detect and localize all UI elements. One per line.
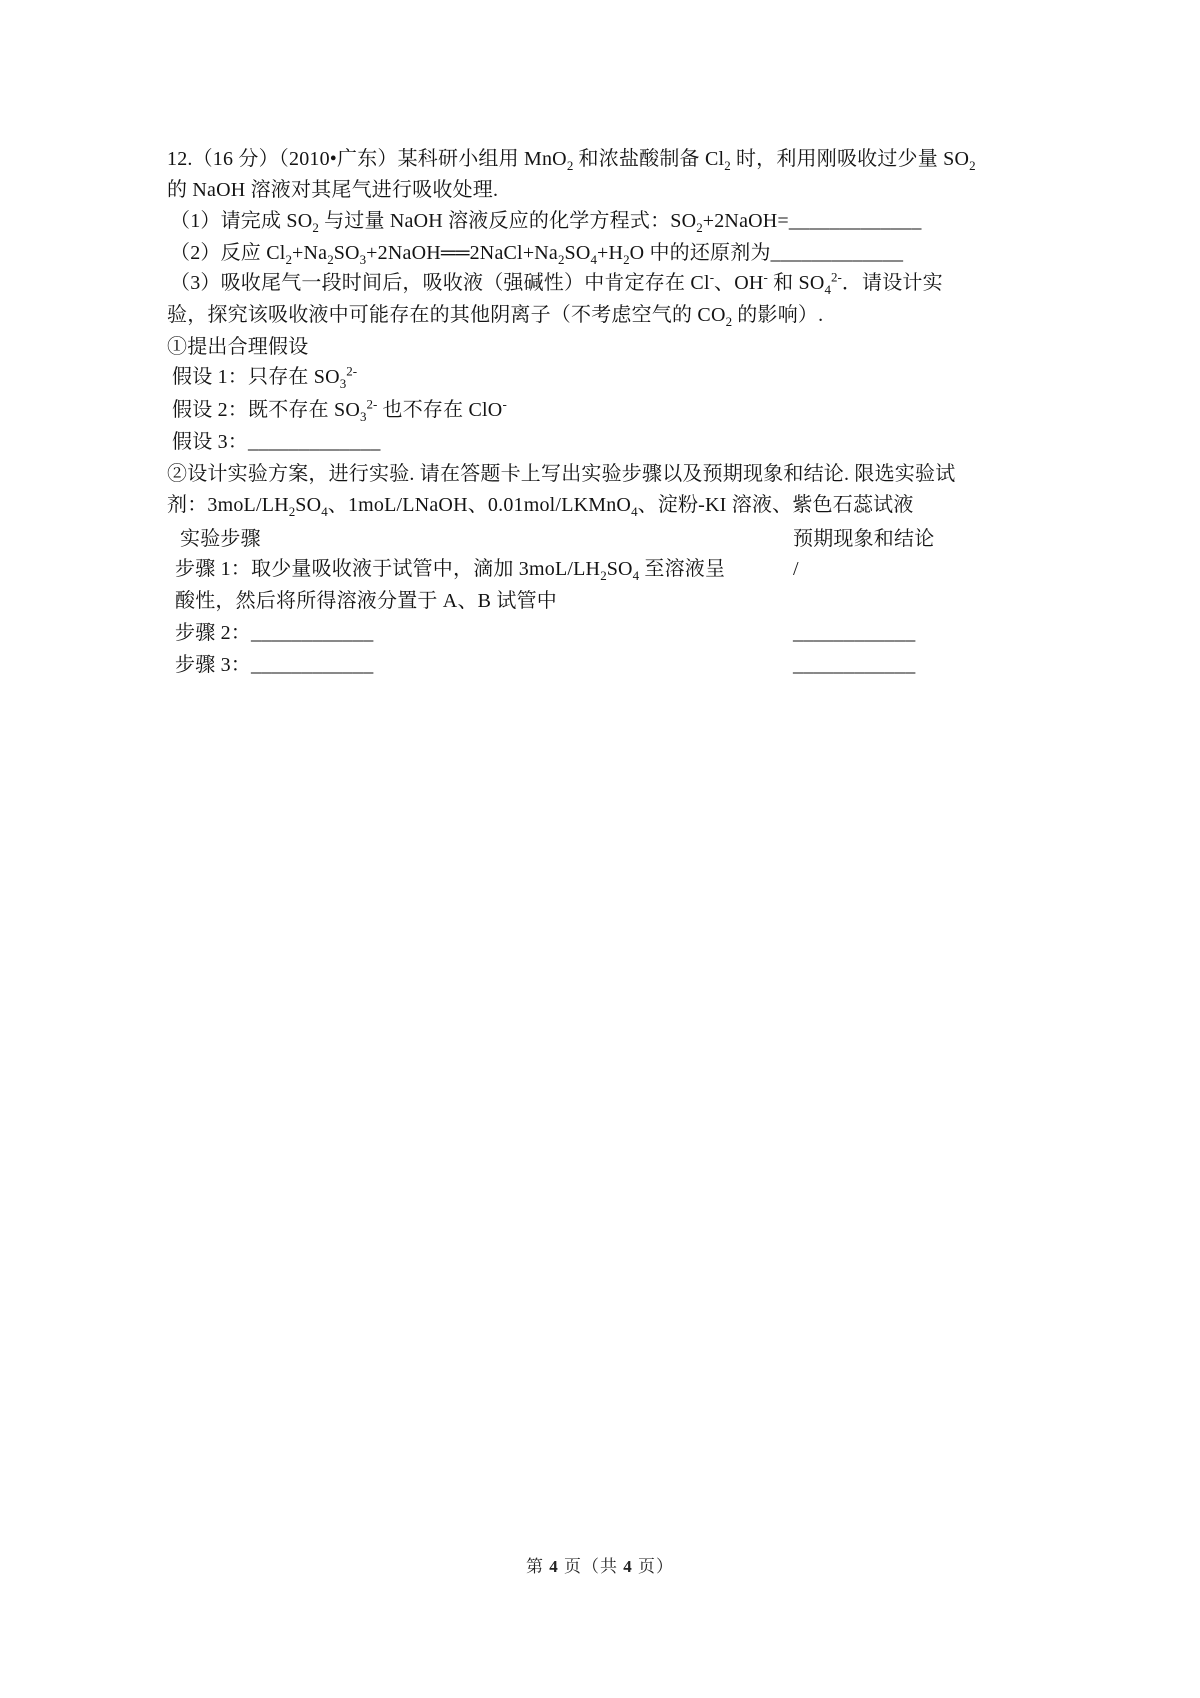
hypothesis-heading: ①提出合理假设 <box>167 336 309 358</box>
sub-question-1: （1）请完成 $SO_2$ 与过量 NaOH 溶液反应的化学方程式：$SO_2+2NaOH=\_\_\_\_\_\_\_\_\_\_\_\_\_$ <box>170 210 922 235</box>
hypothesis-3-blank: 假设 3：_____________ <box>172 431 381 453</box>
table-row-step1-line1: 步骤 1：取少量吸收液于试管中，滴加 $3moL/LH_2SO_4$ 至溶液呈 <box>175 558 726 583</box>
hypothesis-1: 假设 1：只存在 $SO_3^{2-}$ <box>172 363 358 391</box>
table-header-steps: 实验步骤 <box>180 528 261 550</box>
question-intro-line2: 的 NaOH 溶液对其尾气进行吸收处理. <box>167 179 499 201</box>
table-header-expectation: 预期现象和结论 <box>793 528 935 550</box>
table-row-step2: 步骤 2：____________ <box>175 622 374 644</box>
sub-question-3-line2: 验，探究该吸收液中可能存在的其他阴离子（不考虑空气的 $CO_2$ 的影响）. <box>167 304 824 329</box>
table-row-step2-expectation: ____________ <box>793 622 916 644</box>
reagent-list-line: 剂：$3moL/LH_2SO_4$、1moL/LNaOH、0.01mol/LKMnO$_4$、淀粉‐KI 溶液、紫色石蕊试液 <box>167 494 914 519</box>
page-footer: 第 4 页（共 4 页） <box>526 1557 674 1576</box>
table-row-step1-expectation: / <box>793 558 799 580</box>
experiment-design-line1: ②设计实验方案，进行实验. 请在答题卡上写出实验步骤以及预期现象和结论. 限选实验试 <box>167 463 956 485</box>
sub-question-3-line1: （3）吸收尾气一段时间后，吸收液（强碱性）中肯定存在 Cl-、OH- 和 $SO_4^{2-}$．请设计实 <box>170 269 943 297</box>
table-row-step1-line2: 酸性，然后将所得溶液分置于 A、B 试管中 <box>175 590 557 612</box>
sub-question-2: （2）反应 $Cl_2+Na_2SO_3+2NaOH══2NaCl+Na_2SO_4+H_2O$ 中的还原剂为_____________ <box>170 242 904 267</box>
question-intro-line1: 12.（16 分）（2010•广东）某科研小组用 MnO$_2$ 和浓盐酸制备 $Cl_2$ 时，利用刚吸收过少量 $SO_2$ <box>167 148 976 173</box>
table-row-step3-expectation: ____________ <box>793 654 916 676</box>
hypothesis-2: 假设 2：既不存在 $SO_3^{2-}$ 也不存在 ClO- <box>172 396 507 424</box>
table-row-step3: 步骤 3：____________ <box>175 654 374 676</box>
